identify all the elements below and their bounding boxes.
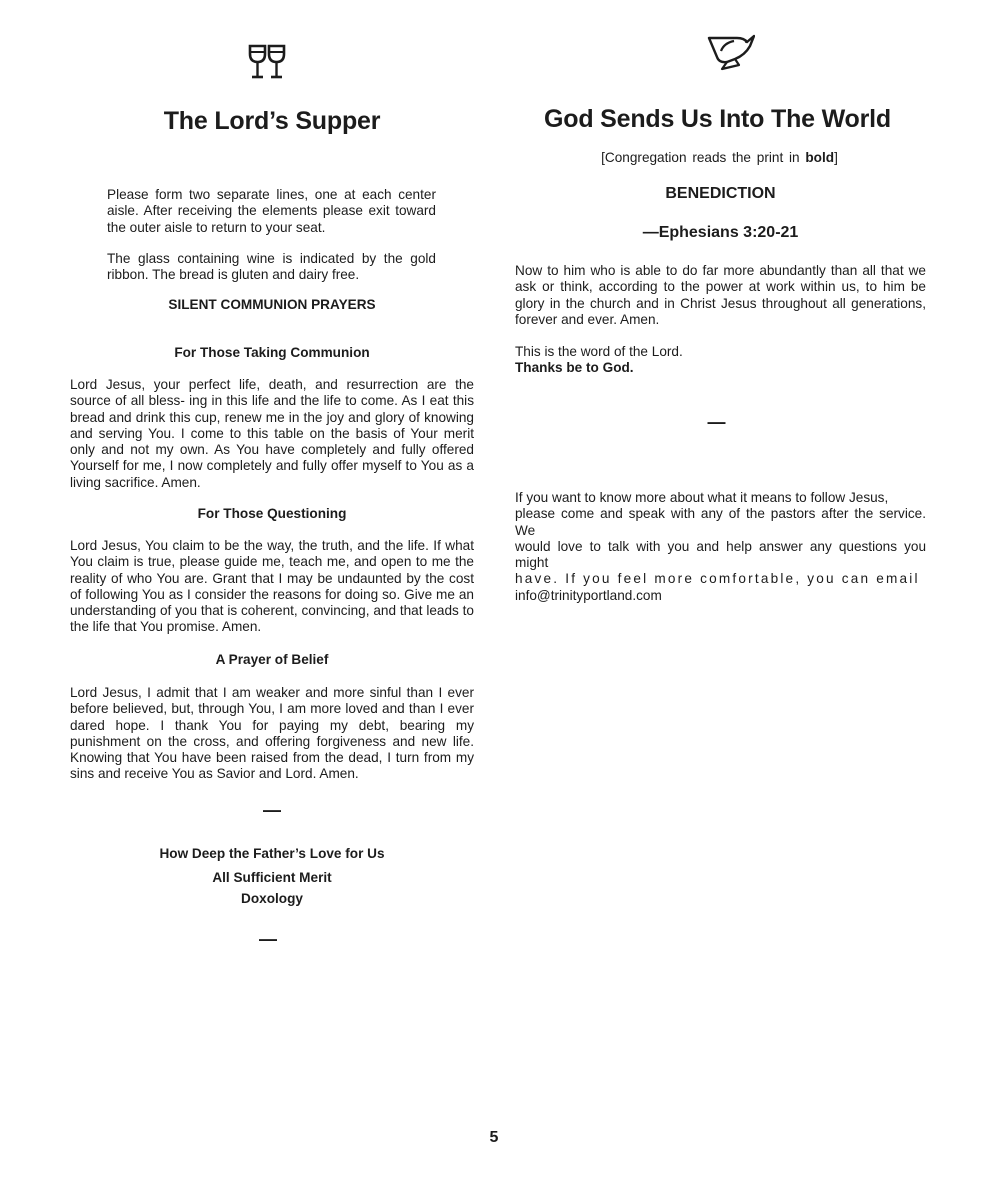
questioning-prayer: Lord Jesus, You claim to be the way, the truth, and the life. If what You claim is true, please guide me, teach me, and open to me the reality of who You are. Grant that I may be undaunted by the cost of following You as I consider the reasons for doing so. Give me an understanding of you that is coherent, convincing, and that leads to the life that You promise. Amen. xyxy=(70,538,474,635)
contact-line: please come and speak with any of the pastors after the service. We xyxy=(515,506,926,538)
song-title: How Deep the Father’s Love for Us xyxy=(159,846,385,861)
response-block xyxy=(515,344,926,377)
instructions-paragraph: Please form two separate lines, one at each center aisle. After receiving the elements please exit toward the outer aisle to return to your seat. xyxy=(107,187,436,235)
response-line: Thanks be to God. xyxy=(515,360,634,376)
divider: — xyxy=(263,800,281,820)
questioning-heading: For Those Questioning xyxy=(197,506,347,521)
contact-line: would love to talk with you and help answer any questions you might xyxy=(515,538,926,571)
divider: — xyxy=(707,412,726,432)
instruction-bold-word: bold xyxy=(805,150,835,165)
belief-prayer: Lord Jesus, I admit that I am weaker and more sinful than I ever before believed, but, through You, I am more loved and than I ever dared hope. I thank You for paying my debt, bearing my punishment on the cross, and offering forgiveness and new life. Knowing that You have been raised from the dead, I turn from my sins and receive You as Savior and Lord. Amen. xyxy=(70,685,474,782)
taking-communion-heading: For Those Taking Communion xyxy=(174,345,370,360)
contact-paragraph xyxy=(515,490,926,604)
section-title: God Sends Us Into The World xyxy=(544,105,891,133)
song-title: Doxology xyxy=(241,891,303,906)
divider: — xyxy=(259,929,277,949)
instruction-text: [Congregation reads the print in xyxy=(601,150,800,165)
contact-line: If you want to know more about what it means to follow Jesus, xyxy=(515,490,889,505)
page-number: 5 xyxy=(489,1129,499,1146)
dove-icon xyxy=(707,33,755,73)
benediction-heading: BENEDICTION xyxy=(665,185,776,202)
word-of-lord-line: This is the word of the Lord. xyxy=(515,344,683,359)
song-title: All Sufficient Merit xyxy=(212,870,332,885)
congregation-instruction xyxy=(513,150,926,165)
scripture-reference: —Ephesians 3:20-21 xyxy=(642,224,799,241)
instruction-close: ] xyxy=(834,150,838,165)
section-title: The Lord’s Supper xyxy=(163,107,381,135)
contact-email: info@trinityportland.com xyxy=(515,587,662,603)
prayers-heading: SILENT COMMUNION PRAYERS xyxy=(168,297,376,312)
elements-note-paragraph: The glass containing wine is indicated by the gold ribbon. The bread is gluten and dairy free. xyxy=(107,251,436,283)
benediction-text: Now to him who is able to do far more abundantly than all that we ask or think, according to the power at work within us, to him be glory in the church and in Christ Jesus throughout all generations, forever and ever. Amen. xyxy=(515,263,926,327)
taking-communion-prayer: Lord Jesus, your perfect life, death, and resurrection are the source of all bless- ing in this life and the life to come. As I eat this bread and drink this cup, renew me in the joy and glory of knowing and serving You. I come to this table on the basis of Your merit only and not my own. As You have completely and fully offered Yourself for me, I now completely and fully offer myself to You as a living sacrifice. Amen. xyxy=(70,377,474,490)
belief-heading: A Prayer of Belief xyxy=(215,652,329,667)
contact-line: have. If you feel more comfortable, you can email xyxy=(515,571,920,587)
wine-glasses-icon xyxy=(248,44,288,80)
